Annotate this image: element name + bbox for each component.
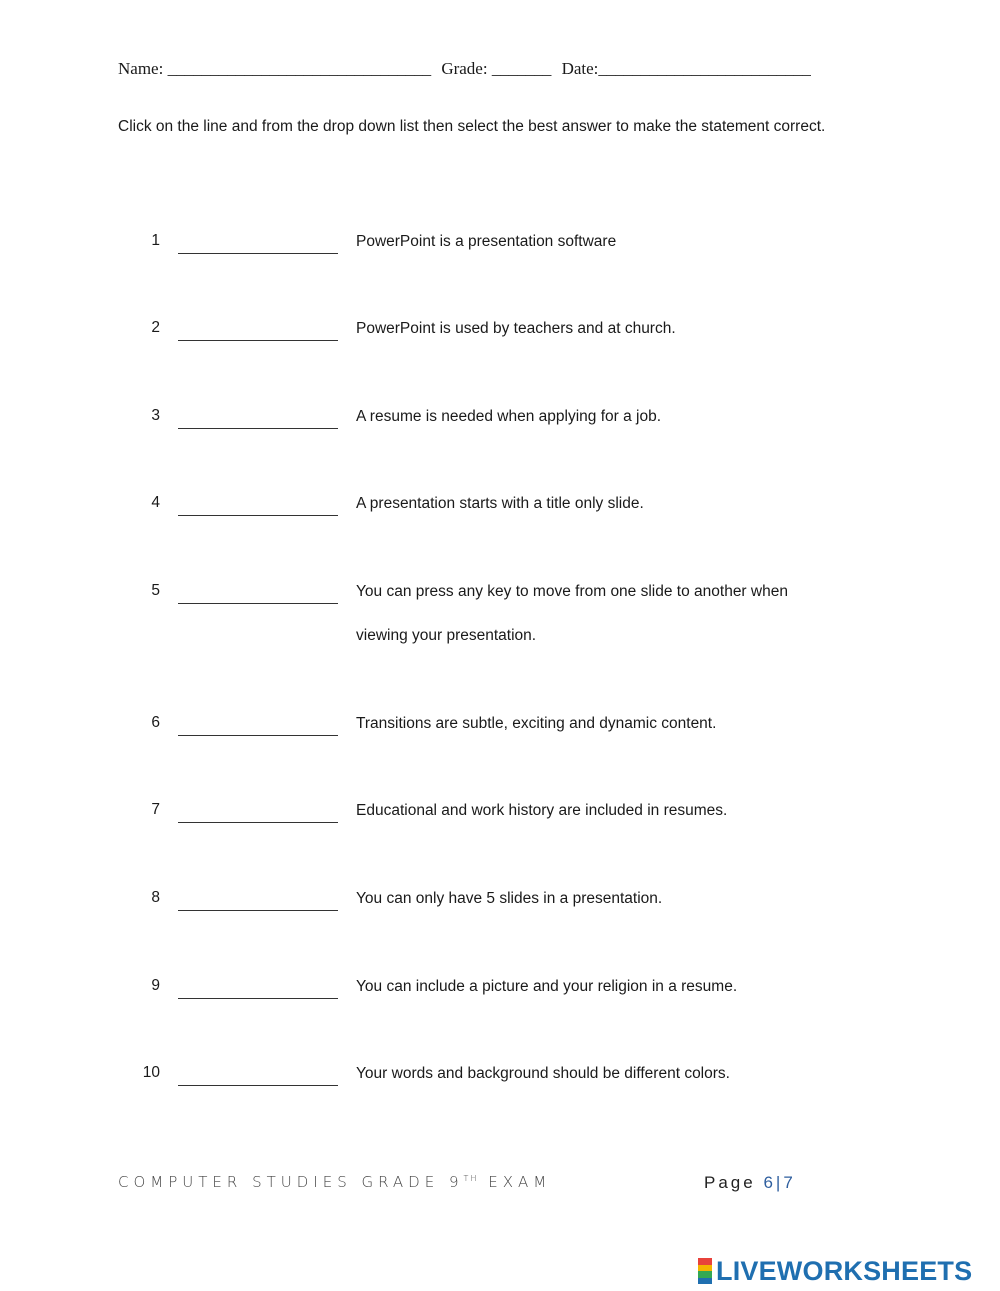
question-text (356, 570, 896, 658)
question-number: 7 (151, 801, 160, 818)
question-text (356, 965, 896, 1009)
question-row (0, 714, 1000, 738)
question-text-line: PowerPoint is a presentation software (356, 233, 617, 250)
question-row (0, 889, 1000, 913)
logo-blocks-icon (698, 1258, 712, 1284)
question-number: 9 (151, 977, 160, 994)
page-separator: | (775, 1173, 784, 1192)
question-row (0, 232, 1000, 256)
question-text-line: Transitions are subtle, exciting and dynamic content. (356, 715, 717, 732)
question-text-line: PowerPoint is used by teachers and at church. (356, 320, 676, 337)
question-row (0, 494, 1000, 518)
question-row (0, 319, 1000, 343)
question-number: 8 (151, 889, 160, 906)
question-row (0, 407, 1000, 431)
page-total: 7 (783, 1173, 796, 1192)
footer-course-sup: TH (463, 1174, 479, 1183)
question-text-line: Educational and work history are included in resumes. (356, 802, 728, 819)
student-info-header (118, 59, 878, 79)
question-number: 2 (151, 319, 160, 336)
name-field[interactable]: Name: _______________________________ (118, 59, 432, 78)
question-row (0, 582, 1000, 644)
date-field[interactable]: Date:_________________________ (561, 59, 811, 78)
question-row (0, 977, 1000, 1001)
answer-dropdown[interactable] (178, 232, 338, 254)
footer-course-end: EXAM (488, 1173, 552, 1191)
answer-dropdown[interactable] (178, 977, 338, 999)
page-number (704, 1173, 796, 1193)
answer-dropdown[interactable] (178, 1064, 338, 1086)
question-text (356, 702, 896, 746)
question-number: 3 (151, 407, 160, 424)
question-text (356, 220, 896, 264)
page-label: Page (704, 1173, 756, 1192)
grade-field[interactable]: Grade: _______ (441, 59, 552, 78)
question-row (0, 801, 1000, 825)
question-text-line: A presentation starts with a title only slide. (356, 495, 644, 512)
instructions-text: Click on the line and from the drop down list then select the best answer to make the statement correct. (118, 118, 826, 135)
question-text-line: You can press any key to move from one slide to another when (356, 583, 788, 600)
question-text-line: A resume is needed when applying for a job. (356, 408, 662, 425)
logo-wordmark: LIVEWORKSHEETS (716, 1255, 973, 1286)
footer-course-title (118, 1173, 551, 1191)
question-text (356, 1052, 896, 1096)
footer-course-name: COMPUTER STUDIES GRADE 9 (118, 1173, 464, 1191)
answer-dropdown[interactable] (178, 801, 338, 823)
question-text (356, 877, 896, 921)
question-number: 5 (151, 582, 160, 599)
question-text (356, 482, 896, 526)
answer-dropdown[interactable] (178, 714, 338, 736)
question-text-line: You can include a picture and your religion in a resume. (356, 978, 738, 995)
question-text (356, 395, 896, 439)
answer-dropdown[interactable] (178, 319, 338, 341)
question-number: 10 (142, 1064, 160, 1081)
question-text (356, 789, 896, 833)
question-row (0, 1064, 1000, 1088)
page-current: 6 (763, 1173, 776, 1192)
question-text (356, 307, 896, 351)
liveworksheets-logo (698, 1256, 972, 1286)
question-text-line: viewing your presentation. (356, 627, 537, 644)
question-number: 4 (151, 494, 160, 511)
question-number: 6 (151, 714, 160, 731)
question-text-line: You can only have 5 slides in a presentation. (356, 890, 663, 907)
answer-dropdown[interactable] (178, 889, 338, 911)
answer-dropdown[interactable] (178, 582, 338, 604)
question-text-line: Your words and background should be different colors. (356, 1065, 730, 1082)
question-number: 1 (151, 232, 160, 249)
answer-dropdown[interactable] (178, 494, 338, 516)
answer-dropdown[interactable] (178, 407, 338, 429)
